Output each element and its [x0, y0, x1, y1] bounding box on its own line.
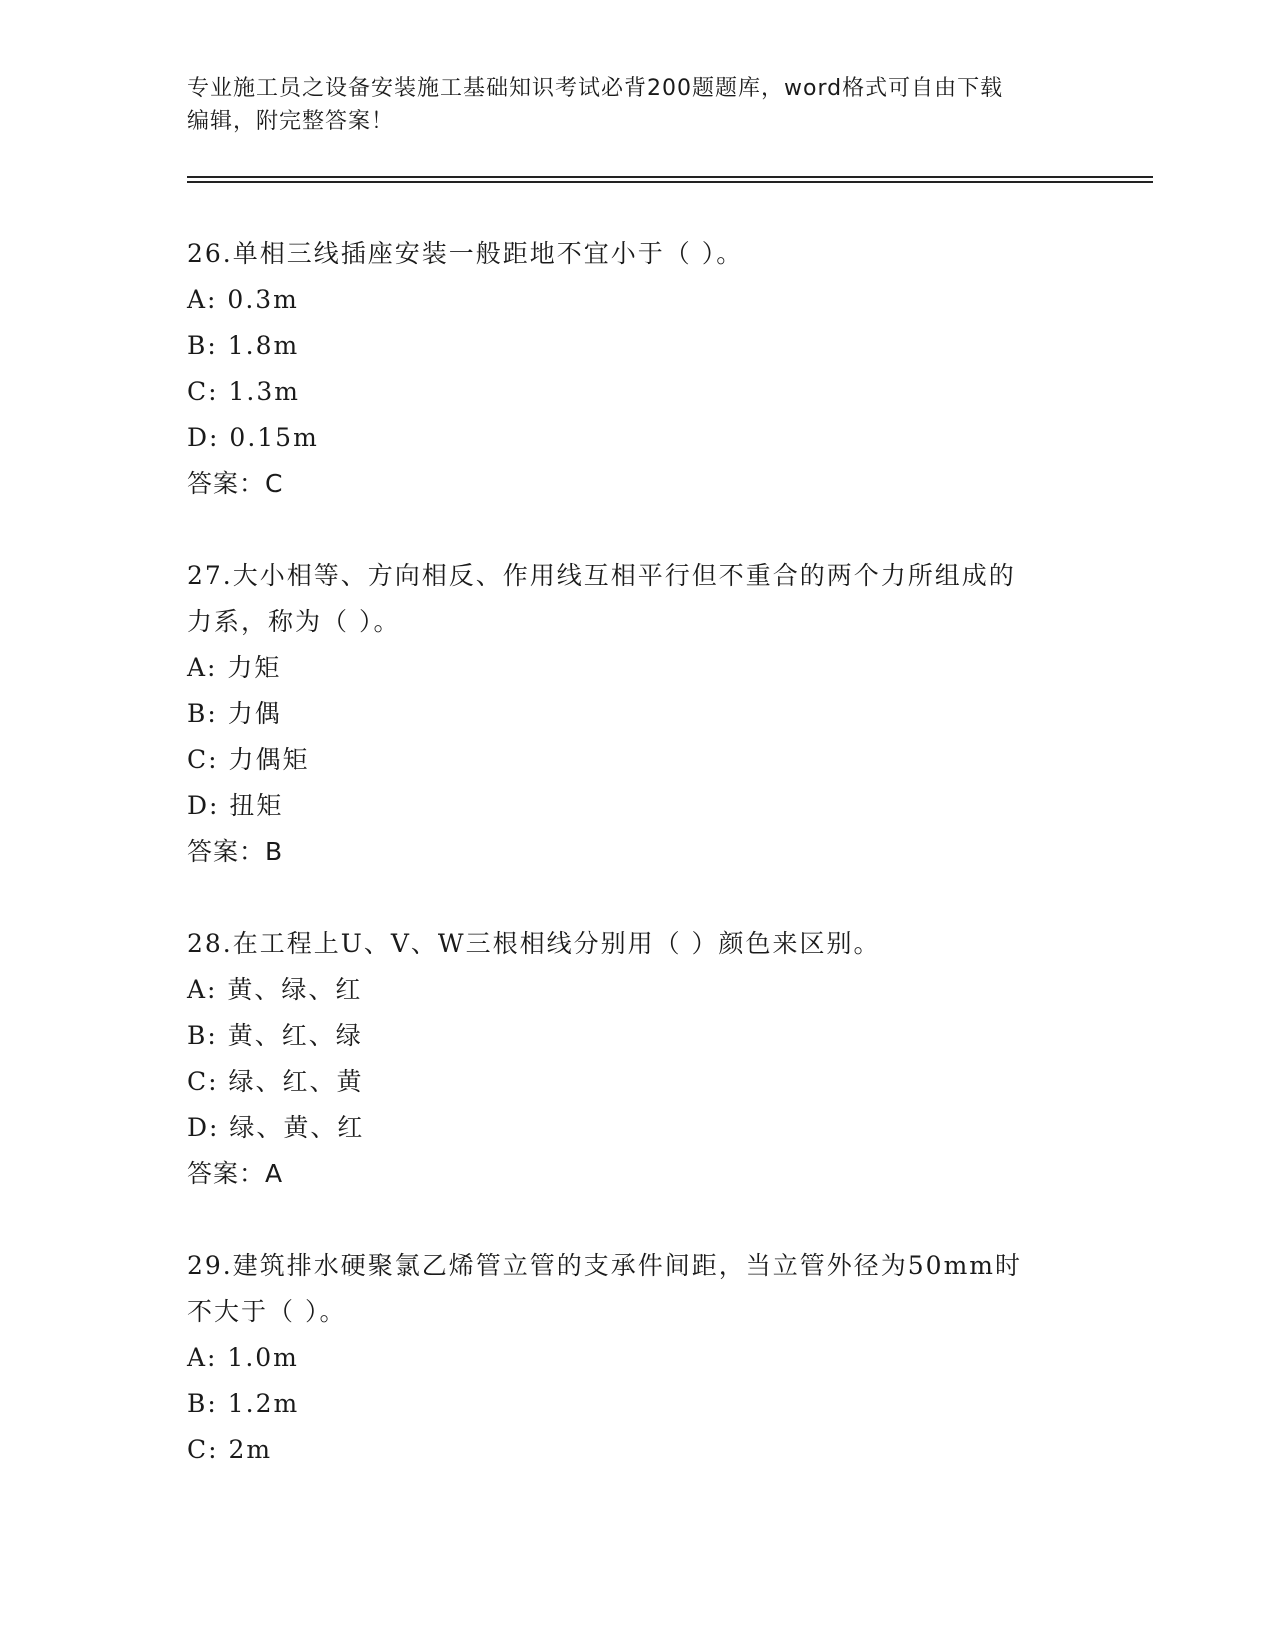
header-title-line-1: 专业施工员之设备安装施工基础知识考试必背200题题库，word格式可自由下载: [187, 76, 1004, 101]
question-option: C: 力偶矩: [187, 745, 310, 774]
question-item: [187, 553, 1087, 875]
question-stem-continued: 不大于（ ）。: [187, 1297, 347, 1326]
question-item: [187, 1243, 1087, 1473]
header-divider-bottom: [187, 181, 1153, 183]
question-option: D: 扭矩: [187, 791, 284, 820]
question-option: C: 1.3m: [187, 377, 300, 406]
question-option: D: 0.15m: [187, 423, 319, 452]
question-option: A: 力矩: [187, 653, 282, 682]
question-answer: 答案：B: [187, 837, 284, 866]
question-option: B: 黄、红、绿: [187, 1021, 363, 1050]
question-stem: 29.建筑排水硬聚氯乙烯管立管的支承件间距，当立管外径为50mm时: [187, 1251, 1022, 1280]
header-divider-top: [187, 176, 1153, 178]
question-option: B: 1.2m: [187, 1389, 300, 1418]
document-header: [187, 72, 1087, 138]
question-option: C: 绿、红、黄: [187, 1067, 364, 1096]
question-item: [187, 231, 1087, 507]
question-stem-continued: 力系，称为（ ）。: [187, 607, 401, 636]
question-stem: 27.大小相等、方向相反、作用线互相平行但不重合的两个力所组成的: [187, 561, 1016, 590]
question-option: D: 绿、黄、红: [187, 1113, 365, 1142]
question-option: B: 力偶: [187, 699, 282, 728]
question-item: [187, 921, 1087, 1197]
question-option: A: 1.0m: [187, 1343, 299, 1372]
header-title-line-2: 编辑，附完整答案！: [187, 109, 395, 134]
question-option: A: 黄、绿、红: [187, 975, 363, 1004]
question-stem: 28.在工程上U、V、W三根相线分别用（ ）颜色来区别。: [187, 929, 881, 958]
question-option: B: 1.8m: [187, 331, 300, 360]
question-answer: 答案：A: [187, 1159, 284, 1188]
question-option: A: 0.3m: [187, 285, 299, 314]
question-stem: 26.单相三线插座安装一般距地不宜小于（ ）。: [187, 239, 744, 268]
question-answer: 答案：C: [187, 469, 284, 498]
question-list: [187, 231, 1087, 1519]
question-option: C: 2m: [187, 1435, 273, 1464]
